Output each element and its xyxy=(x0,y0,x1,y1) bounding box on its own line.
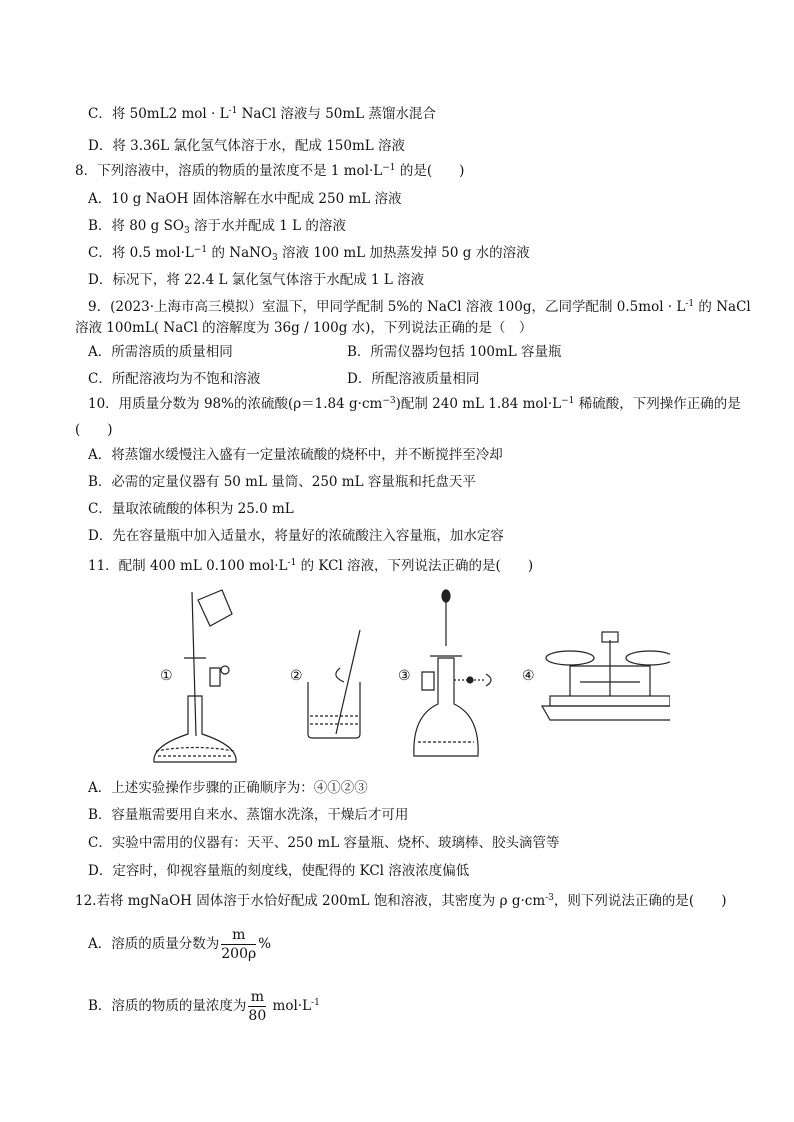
q8-stem: 8．下列溶液中，溶质的物质的量浓度不是 1 $mol\cdot L^{-1}$ 的是( ) xyxy=(75,163,465,179)
flask-1-liquid xyxy=(156,748,234,752)
q11-figure xyxy=(150,586,670,766)
stirring-rod-2 xyxy=(336,630,360,734)
fig-label-2: ② xyxy=(290,668,303,684)
q8-option-b: B．将 80 g $SO_3$ 溶于水并配成 1 L 的溶液 xyxy=(88,218,346,236)
q11-option-c: C．实验中需用的仪器有：天平、250 mL 容量瓶、烧杯、玻璃棒、胶头滴管等 xyxy=(88,835,560,851)
balance-pan-right xyxy=(626,651,670,665)
fig-label-1: ① xyxy=(160,668,173,684)
glass-rod-1 xyxy=(192,592,196,736)
balance-pan-left xyxy=(546,651,594,665)
q10-option-c: C．量取浓硫酸的体积为 25.0 mL xyxy=(88,501,294,517)
flask-1-mark xyxy=(221,666,229,674)
flask-3-stopper xyxy=(422,672,434,690)
q12-option-a: A．溶质的质量分数为 $\frac{m}{200\rho}$ % xyxy=(88,927,272,962)
q11-stem: 11．配制 400 mL 0.100 $mol\cdot L^{-1}$ 的 KCl 溶液，下列说法正确的是( ) xyxy=(88,558,534,574)
q11-option-d: D．定容时，仰视容量瓶的刻度线，使配得的 KCl 溶液浓度偏低 xyxy=(88,863,470,879)
flask-1-stopper xyxy=(210,668,220,686)
q11-option-a: A．上述实验操作步骤的正确顺序为：④①②③ xyxy=(88,780,368,796)
q8-option-a: A．10 g NaOH 固体溶解在水中配成 250 mL 溶液 xyxy=(88,191,402,207)
beaker-2 xyxy=(308,682,360,738)
volumetric-flask-3 xyxy=(414,658,478,756)
dropper-bulb xyxy=(442,590,450,602)
q9-option-c: C．所配溶液均为不饱和溶液 xyxy=(88,371,261,387)
q9-option-d: D．所配溶液质量相同 xyxy=(347,371,480,387)
q10-stem-line1: 10．用质量分数为 98%的浓硫酸(ρ＝1.84 $g\cdot cm^{-3}$)配制 240 mL 1.84 $mol\cdot L^{-1}$ 稀硫酸，下列操作正确的是 xyxy=(88,396,741,412)
eye-icon xyxy=(486,674,491,686)
pouring-beaker xyxy=(198,590,232,626)
apparatus-figure xyxy=(150,586,670,766)
q9-stem-line1: 9．(2023·上海市高三模拟）室温下，甲同学配制 5%的 NaCl 溶液 100g，乙同学配制 $0.5mol \cdot L^{-1}$ 的 NaCl xyxy=(88,299,751,315)
fig-label-3: ③ xyxy=(398,668,411,684)
q10-option-b: B．必需的定量仪器有 50 mL 量筒、250 mL 容量瓶和托盘天平 xyxy=(88,474,476,490)
q9-option-b: B．所需仪器均包括 100mL 容量瓶 xyxy=(347,344,562,360)
q7-option-d: D．将 3.36L 氯化氢气体溶于水，配成 150mL 溶液 xyxy=(88,138,406,154)
q12-stem: 12.若将 mgNaOH 固体溶于水恰好配成 200mL 饱和溶液，其密度为 ρ $g\cdot cm^{-3}$，则下列说法正确的是( ) xyxy=(75,893,727,909)
balance-top xyxy=(550,696,670,706)
q10-stem-line2: ( ) xyxy=(75,422,113,438)
q9-option-a: A．所需溶质的质量相同 xyxy=(88,344,233,360)
balance-base xyxy=(542,706,670,720)
q10-option-a: A．将蒸馏水缓慢注入盛有一定量浓硫酸的烧杯中，并不断搅拌至冷却 xyxy=(88,447,503,463)
q9-stem-line2: 溶液 100mL( NaCl 的溶解度为 36g / 100g 水)，下列说法正确的是（ ） xyxy=(75,320,533,336)
q11-option-b: B．容量瓶需要用自来水、蒸馏水洗涤，干燥后才可用 xyxy=(88,807,409,823)
stir-arrow xyxy=(336,668,344,682)
q8-option-d: D．标况下，将 22.4 L 氯化氢气体溶于水配成 1 L 溶液 xyxy=(88,272,425,288)
fraction-b: $\frac{m}{80}$ xyxy=(248,989,267,1024)
q8-option-c: C．将 0.5 $mol\cdot L^{-1}$ 的 NaNO$_3$ 溶液 100 mL 加热蒸发掉 50 g 水的溶液 xyxy=(88,245,530,263)
q10-option-d: D．先在容量瓶中加入适量水，将量好的浓硫酸注入容量瓶，加水定容 xyxy=(88,528,504,544)
fig-label-4: ④ xyxy=(522,668,535,684)
q12-option-b: B．溶质的物质的量浓度为 $\frac{m}{80}$ $mol\cdot L^{-1}$ xyxy=(88,989,320,1024)
q7-option-c: C．将 50mL2 mol · $L^{-1}$ NaCl 溶液与 50mL 蒸馏水混合 xyxy=(88,106,436,122)
fraction-a: $\frac{m}{200\rho}$ xyxy=(221,927,257,962)
